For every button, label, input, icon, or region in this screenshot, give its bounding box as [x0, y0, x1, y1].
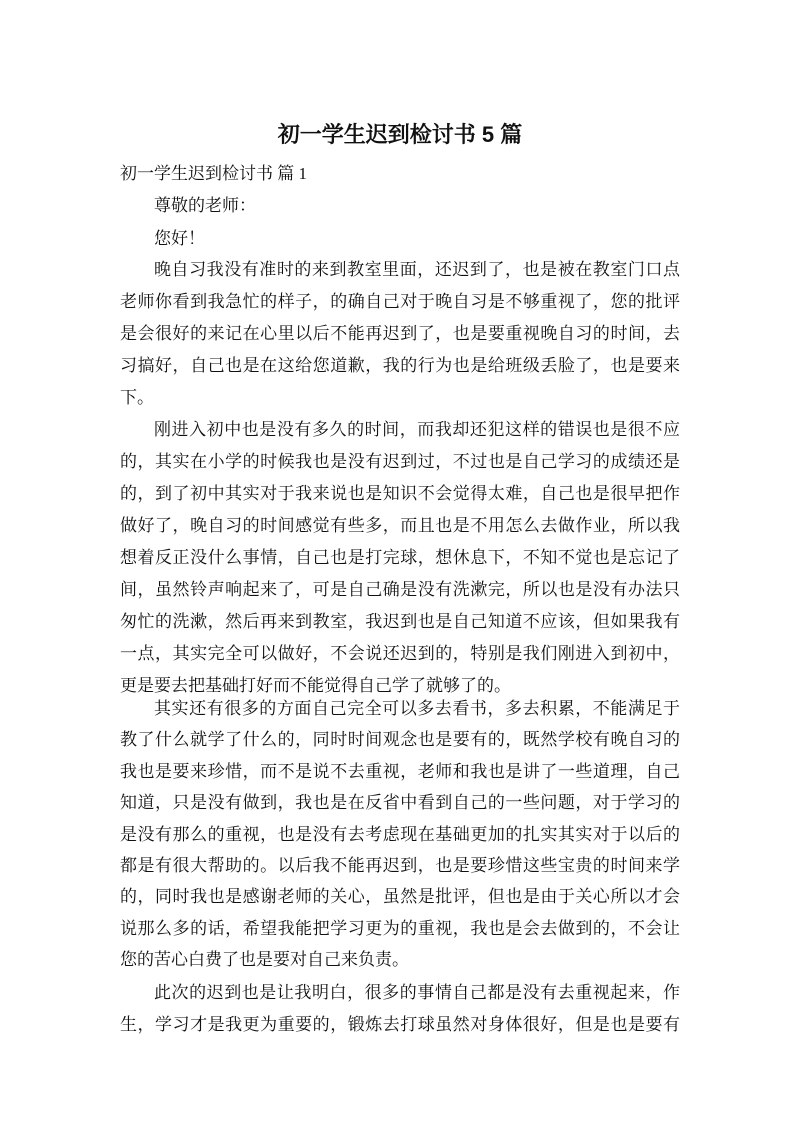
text-line: 教了什么就学了什么的，同时时间观念也是要有的，既然学校有晚自习的 — [120, 730, 680, 750]
greeting — [120, 223, 680, 255]
text-line: 生，学习才是我更为重要的，锻炼去打球虽然对身体很好，但是也是要有 — [120, 1014, 680, 1034]
text-line: 晚自习我没有准时的来到教室里面，还迟到了，也是被在教室门口点 — [154, 260, 680, 279]
text-line: 间，虽然铃声响起来了，可是自己确是没有洗漱完，所以也是没有办法只 — [120, 580, 680, 599]
text-line: 更是要去把基础打好而不能觉得自己学了就够了的。 — [120, 676, 511, 695]
paragraph-3 — [120, 693, 680, 976]
paragraph-4 — [120, 977, 680, 1040]
text-line: 匆忙的洗漱，然后再来到教室，我迟到也是自己知道不应该，但如果我有 — [120, 612, 680, 631]
greeting-text: 您好！ — [154, 229, 205, 248]
text-line: 想着反正没什么事情，自己也是打完球，想休息下，不知不觉也是忘记了 — [120, 548, 680, 567]
text-line: 都是有很大帮助的。以后我不能再迟到，也是要珍惜这些宝贵的时间来学 — [120, 855, 680, 875]
text-line: 我也是要来珍惜，而不是说不去重视，老师和我也是讲了一些道理，自己 — [120, 761, 680, 781]
salutation-text: 尊敬的老师： — [154, 196, 256, 215]
text-line: 下。 — [120, 388, 154, 407]
section-heading-text: 初一学生迟到检讨书 篇 1 — [120, 164, 307, 183]
text-line: 的，到了初中其实对于我来说也是知识不会觉得太难，自己也是很早把作 — [120, 484, 680, 503]
text-line: 习搞好，自己也是在这给您道歉，我的行为也是给班级丢脸了，也是要来 — [120, 356, 680, 375]
section-heading — [120, 158, 680, 190]
text-line: 做好了，晚自习的时间感觉有些多，而且也是不用怎么去做作业，所以我 — [120, 516, 680, 535]
text-line: 此次的迟到也是让我明白，很多的事情自己都是没有去重视起来，作 — [154, 983, 680, 1002]
text-line: 的，其实在小学的时候我也是没有迟到过，不过也是自己学习的成绩还是 — [120, 452, 680, 471]
text-line: 您的苦心白费了也是要对自己来负责。 — [120, 950, 409, 970]
paragraph-1 — [120, 254, 680, 414]
document-title: 初一学生迟到检讨书 5 篇 — [277, 122, 523, 147]
text-line: 知道，只是没有做到，我也是在反省中看到自己的一些问题，对于学习的 — [120, 793, 680, 813]
text-line: 是会很好的来记在心里以后不能再迟到了，也是要重视晚自习的时间，去 — [120, 324, 680, 343]
text-line: 一点，其实完全可以做好，不会说还迟到的，特别是我们刚进入到初中， — [120, 644, 680, 663]
salutation — [120, 190, 680, 222]
text-line: 老师你看到我急忙的样子，的确自己对于晚自习是不够重视了，您的批评 — [120, 292, 680, 311]
text-line: 刚进入初中也是没有多久的时间，而我却还犯这样的错误也是很不应 — [154, 420, 680, 439]
text-line: 的，同时我也是感谢老师的关心，虽然是批评，但也是由于关心所以才会 — [120, 887, 680, 907]
text-line: 其实还有很多的方面自己完全可以多去看书，多去积累，不能满足于 — [154, 699, 680, 718]
text-line: 是没有那么的重视，也是没有去考虑现在基础更加的扎实其实对于以后的 — [120, 824, 680, 844]
text-line: 说那么多的话，希望我能把学习更为的重视，我也是会去做到的，不会让 — [120, 918, 680, 938]
paragraph-2 — [120, 414, 680, 702]
